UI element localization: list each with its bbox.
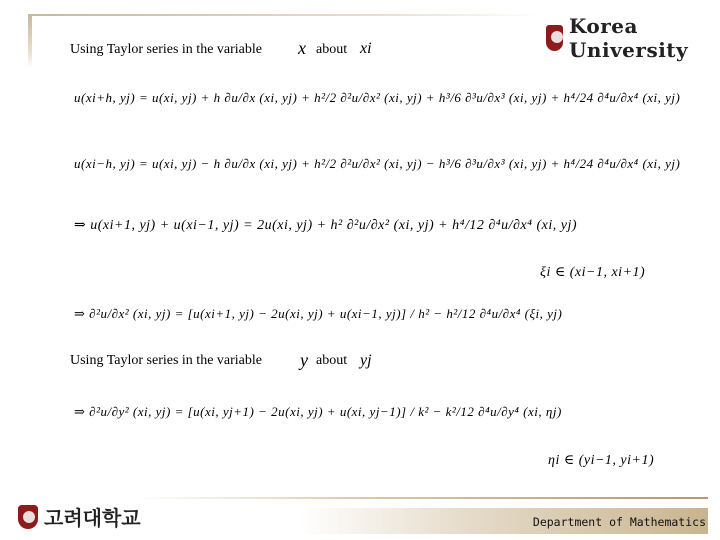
intro-line-y [70, 353, 262, 369]
intro-line-x [70, 42, 262, 58]
equation-y-1: ⇒ ∂²u/∂y² (xi, yj) = [u(xi, yj+1) − 2u(xi, yj) + u(xi, yj−1)] / k² − k²/12 ∂⁴u/∂y⁴ (xi, ηj) [74, 404, 562, 419]
equation-x-1: u(xi+h, yj) = u(xi, yj) + h ∂u/∂x (xi, yj) + h²/2 ∂²u/∂x² (xi, yj) + h³/6 ∂³u/∂x³ (xi, yj) + h⁴/24 ∂⁴u/∂x⁴ (xi, yj) [74, 90, 681, 105]
footer-logo [18, 502, 141, 531]
equation-x-5: ⇒ ∂²u/∂x² (xi, yj) = [u(xi+1, yj) − 2u(xi, yj) + u(xi−1, yj)] / h² − h²/12 ∂⁴u/∂x⁴ (ξi, yj) [74, 306, 563, 321]
intro-text-x: Using Taylor series in the variable [70, 42, 262, 57]
intro-text-y: Using Taylor series in the variable [70, 353, 262, 368]
footer-logo-text: 고려대학교 [44, 506, 141, 530]
about-text-x: about [316, 42, 348, 57]
header-logo [546, 14, 720, 62]
equation-y-2: ηi ∈ (yi−1, yi+1) [548, 453, 655, 468]
point-y: yj [360, 352, 372, 369]
variable-x: x [298, 38, 306, 58]
point-x: xi [360, 40, 372, 57]
footer-divider [138, 497, 708, 499]
equation-x-2: u(xi−h, yj) = u(xi, yj) − h ∂u/∂x (xi, yj) + h²/2 ∂²u/∂x² (xi, yj) − h³/6 ∂³u/∂x³ (xi, yj) + h⁴/24 ∂⁴u/∂x⁴ (xi, yj) [74, 156, 681, 171]
equation-x-4: ξi ∈ (xi−1, xi+1) [540, 265, 646, 280]
footer-seal-icon [18, 505, 38, 529]
left-frame-line [28, 14, 32, 68]
header-logo-text: Korea University [568, 14, 689, 62]
variable-y: y [300, 350, 308, 370]
about-text-y: about [316, 353, 348, 368]
top-frame-line [28, 14, 540, 16]
equation-x-3: ⇒ u(xi+1, yj) + u(xi−1, yj) = 2u(xi, yj) + h² ∂²u/∂x² (xi, yj) + h⁴/12 ∂⁴u/∂x⁴ (xi, yj) [74, 218, 578, 233]
university-seal-icon [546, 25, 563, 51]
department-label: Department of Mathematics [532, 515, 706, 529]
